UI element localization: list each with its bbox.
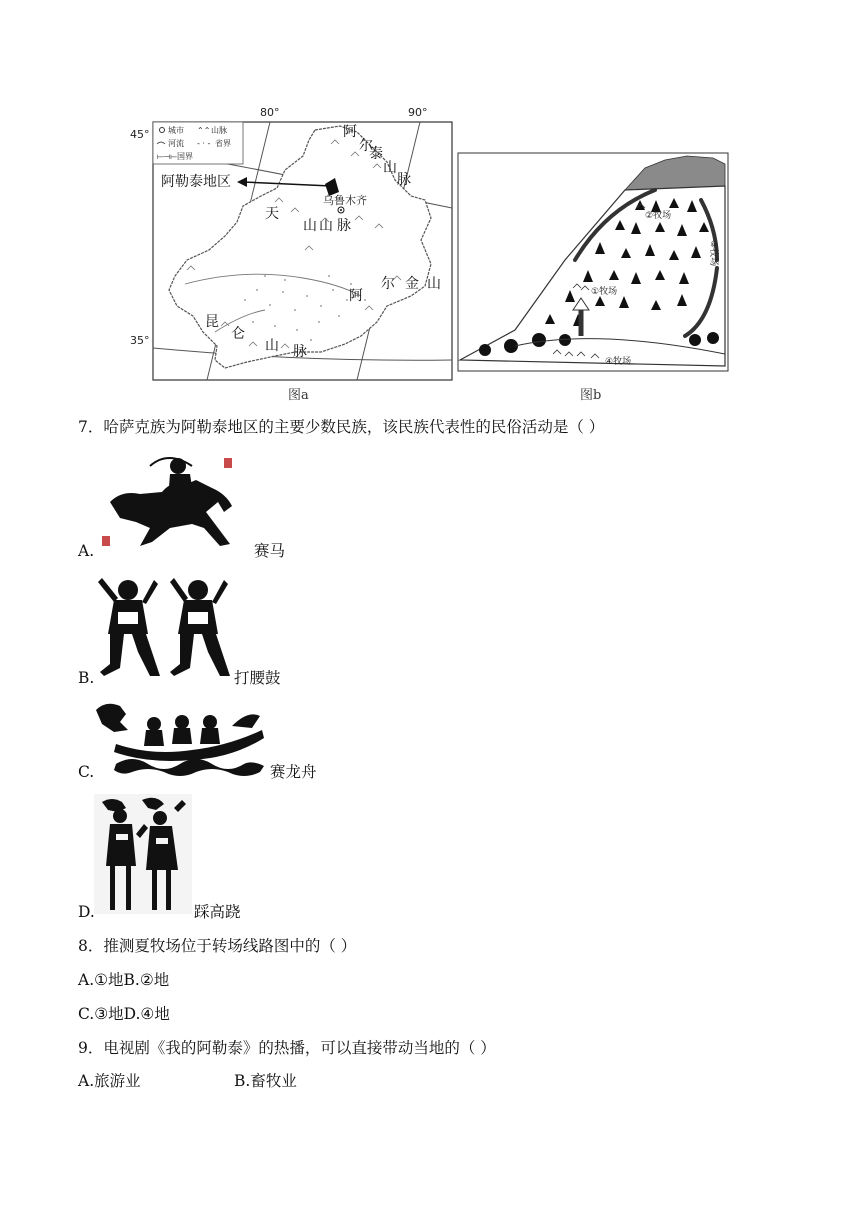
q9-option-a[interactable] <box>78 1071 141 1091</box>
urumqi-label: 乌鲁木齐 <box>323 194 367 207</box>
option-a-label[interactable]: 赛马 <box>254 542 286 560</box>
q9-option-b-label: 畜牧业 <box>250 1072 297 1090</box>
option-a-letter[interactable]: A. <box>78 542 95 560</box>
option-d-label[interactable]: 踩高跷 <box>194 903 241 921</box>
q9-option-a-letter: A. <box>78 1072 95 1090</box>
q9-option-b[interactable] <box>234 1071 297 1091</box>
pasture-1: ①牧场 <box>591 287 618 297</box>
svg-text:阿: 阿 <box>349 288 363 304</box>
svg-text:脉: 脉 <box>293 344 307 360</box>
waist-drum-papercut-image <box>94 572 236 682</box>
altai-region-label: 阿勒泰地区 <box>161 174 231 190</box>
option-c-letter[interactable]: C. <box>78 763 95 781</box>
question-7: 7．哈萨克族为阿勒泰地区的主要少数民族，该民族代表性的民俗活动是（ ） <box>78 418 605 436</box>
stilt-walking-papercut-image <box>94 794 192 914</box>
svg-text:天: 天 <box>265 206 279 222</box>
q9-option-b-letter: B. <box>234 1072 251 1090</box>
lat-label-35: 35° <box>130 334 150 347</box>
svg-text:尔: 尔 <box>381 276 395 292</box>
svg-text:⟝⟞⟝: ⟝⟞⟝ <box>157 152 177 161</box>
figure-b-caption: 图b <box>580 388 602 403</box>
horse-racing-papercut-image <box>100 452 248 550</box>
legend-border: 国界 <box>177 152 193 161</box>
dragon-boat-papercut-image <box>92 700 268 780</box>
option-b-letter[interactable]: B. <box>78 669 95 687</box>
pasture-2: ②牧场 <box>645 211 672 221</box>
option-b-label[interactable]: 打腰鼓 <box>234 669 281 687</box>
question-8: 8．推测夏牧场位于转场线路图中的（ ） <box>78 937 357 955</box>
lon-label-80: 80° <box>260 106 280 119</box>
legend-province: 省界 <box>215 139 231 148</box>
svg-text:⌃⌃: ⌃⌃ <box>197 126 211 135</box>
svg-text:阿: 阿 <box>343 124 357 140</box>
lat-label-45: 45° <box>130 128 150 141</box>
legend-mountain: 山脉 <box>211 126 227 135</box>
svg-text:金: 金 <box>405 276 419 292</box>
svg-text:山: 山 <box>303 218 317 234</box>
slope-figure-b <box>455 150 735 405</box>
q8-options-line-1[interactable]: A.①地B.②地 <box>78 971 170 989</box>
pasture-3: ③牧场 <box>708 240 718 267</box>
q9-option-a-label: 旅游业 <box>94 1072 141 1090</box>
pasture-4: ④牧场 <box>605 357 632 367</box>
lon-label-90: 90° <box>408 106 428 119</box>
svg-text:泰: 泰 <box>369 146 383 162</box>
option-c-label[interactable]: 赛龙舟 <box>270 763 317 781</box>
legend-city: 城市 <box>168 126 184 135</box>
svg-text:仑: 仑 <box>231 326 245 342</box>
map-figure-a <box>125 100 460 405</box>
svg-text:山: 山 <box>383 160 397 176</box>
svg-text:山: 山 <box>265 338 279 354</box>
svg-text:山: 山 <box>319 218 333 234</box>
svg-text:- · -: - · - <box>197 139 211 148</box>
figure-a-caption: 图a <box>288 388 309 403</box>
option-d-letter[interactable]: D. <box>78 903 95 921</box>
legend-river: 河流 <box>168 139 184 148</box>
svg-text:尔: 尔 <box>359 138 373 154</box>
q8-options-line-2[interactable]: C.③地D.④地 <box>78 1005 170 1023</box>
svg-text:山: 山 <box>427 276 441 292</box>
svg-text:脉: 脉 <box>397 172 411 188</box>
question-9: 9．电视剧《我的阿勒泰》的热播，可以直接带动当地的（ ） <box>78 1039 496 1057</box>
svg-text:昆: 昆 <box>205 314 219 330</box>
svg-text:脉: 脉 <box>337 218 351 234</box>
